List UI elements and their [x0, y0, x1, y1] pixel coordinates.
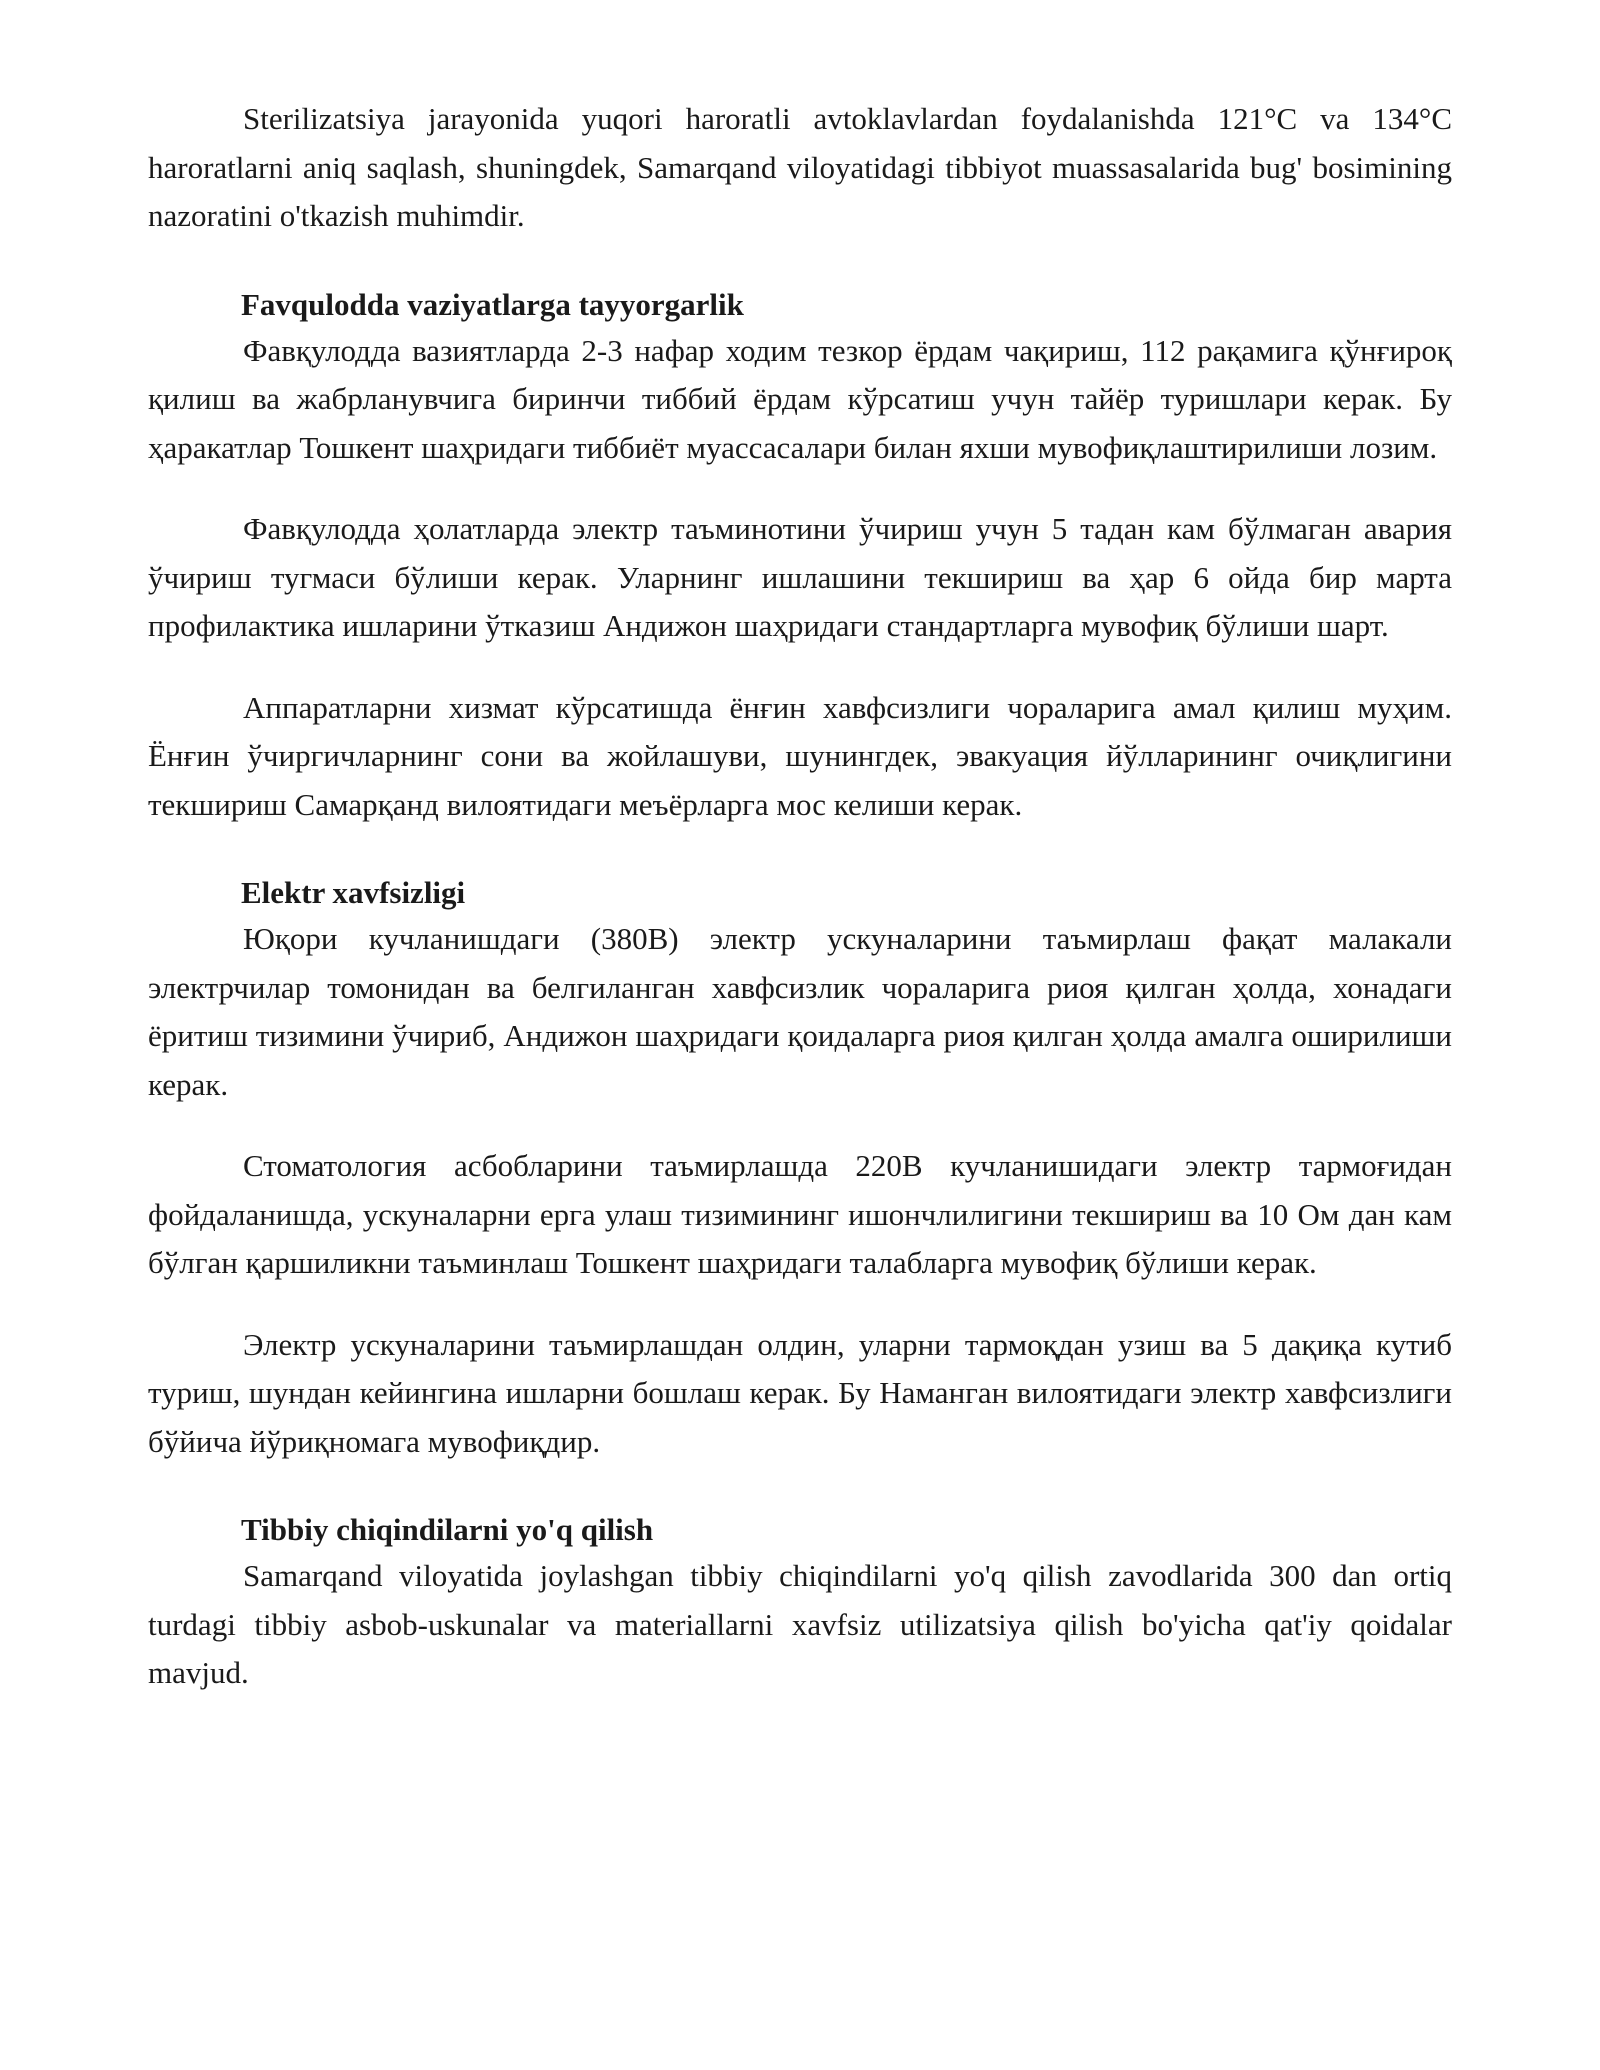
paragraph-fire-safety: Аппаратларни хизмат кўрсатишда ёнғин хавфсизлиги чораларига амал қилиш муҳим. Ёнғин ўчиргичларнинг сони ва жойлашуви, шунингдек, эвакуация йўлларининг очиқлигини текшириш Самарқанд вилоятидаги меъёрларга мос келиши керак. [148, 689, 1452, 822]
paragraph-disconnect-wait: Электр ускуналарини таъмирлашдан олдин, уларни тармоқдан узиш ва 5 дақиқа кутиб туриш, шундан кейингина ишларни бошлаш керак. Бу Наманган вилоятидаги электр хавфсизлиги бўйича йўриқномага мувофиқдир. [148, 1326, 1452, 1459]
paragraph-dental-grounding: Стоматология асбобларини таъмирлашда 220В кучланишидаги электр тармоғидан фойдаланишда, ускуналарни ерга улаш тизимининг ишончлилигини текшириш ва 10 Ом дан кам бўлган қаршиликни таъминлаш Тошкент шаҳридаги талабларга мувофиқ бўлиши керак. [148, 1148, 1452, 1280]
heading-emergency-preparedness: Favqulodda vaziyatlarga tayyorgarlik [241, 286, 744, 322]
paragraph-high-voltage: Юқори кучланишдаги (380В) электр ускуналарини таъмирлаш фақат малакали электрчилар томонидан ва белгиланган хавфсизлик чораларига риоя қилган ҳолда, хонадаги ёритиш тизимини ўчириб, Андижон шаҳридаги қоидаларга риоя қилган ҳолда амалга оширилиши керак. [148, 921, 1452, 1102]
paragraph-sterilization: Sterilizatsiya jarayonida yuqori haroratli avtoklavlardan foydalanishda 121°C va 134°C haroratlarni aniq saqlash, shuningdek, Samarqand viloyatidagi tibbiyot muassasalarida bug' bosimining nazoratini o'tkazish muhimdir. [148, 101, 1452, 233]
paragraph-emergency-staff: Фавқулодда вазиятларда 2-3 нафар ходим тезкор ёрдам чақириш, 112 рақамига қўнғироқ қилиш ва жабрланувчига биринчи тиббий ёрдам кўрсатиш учун тайёр туришлари керак. Бу ҳаракатлар Тошкент шаҳридаги тиббиёт муассасалари билан яхши мувофиқлаштирилиши лозим. [148, 332, 1452, 465]
heading-medical-waste: Tibbiy chiqindilarni yo'q qilish [241, 1512, 654, 1547]
paragraph-waste-disposal: Samarqand viloyatida joylashgan tibbiy chiqindilarni yo'q qilish zavodlarida 300 dan ortiq turdagi tibbiy asbob-uskunalar va materiallarni xavfsiz utilizatsiya qilish bo'yicha qat'iy qoidalar mavjud. [148, 1558, 1452, 1690]
document-page [148, 95, 1452, 1698]
paragraph-emergency-shutdown: Фавқулодда ҳолатларда электр таъминотини ўчириш учун 5 тадан кам бўлмаган авария ўчириш тугмаси бўлиши керак. Уларнинг ишлашини текшириш ва ҳар 6 ойда бир марта профилактика ишларини ўтказиш Андижон шаҳридаги стандартларга мувофиқ бўлиши шарт. [148, 511, 1452, 643]
heading-electrical-safety: Elektr xavfsizligi [241, 875, 466, 910]
